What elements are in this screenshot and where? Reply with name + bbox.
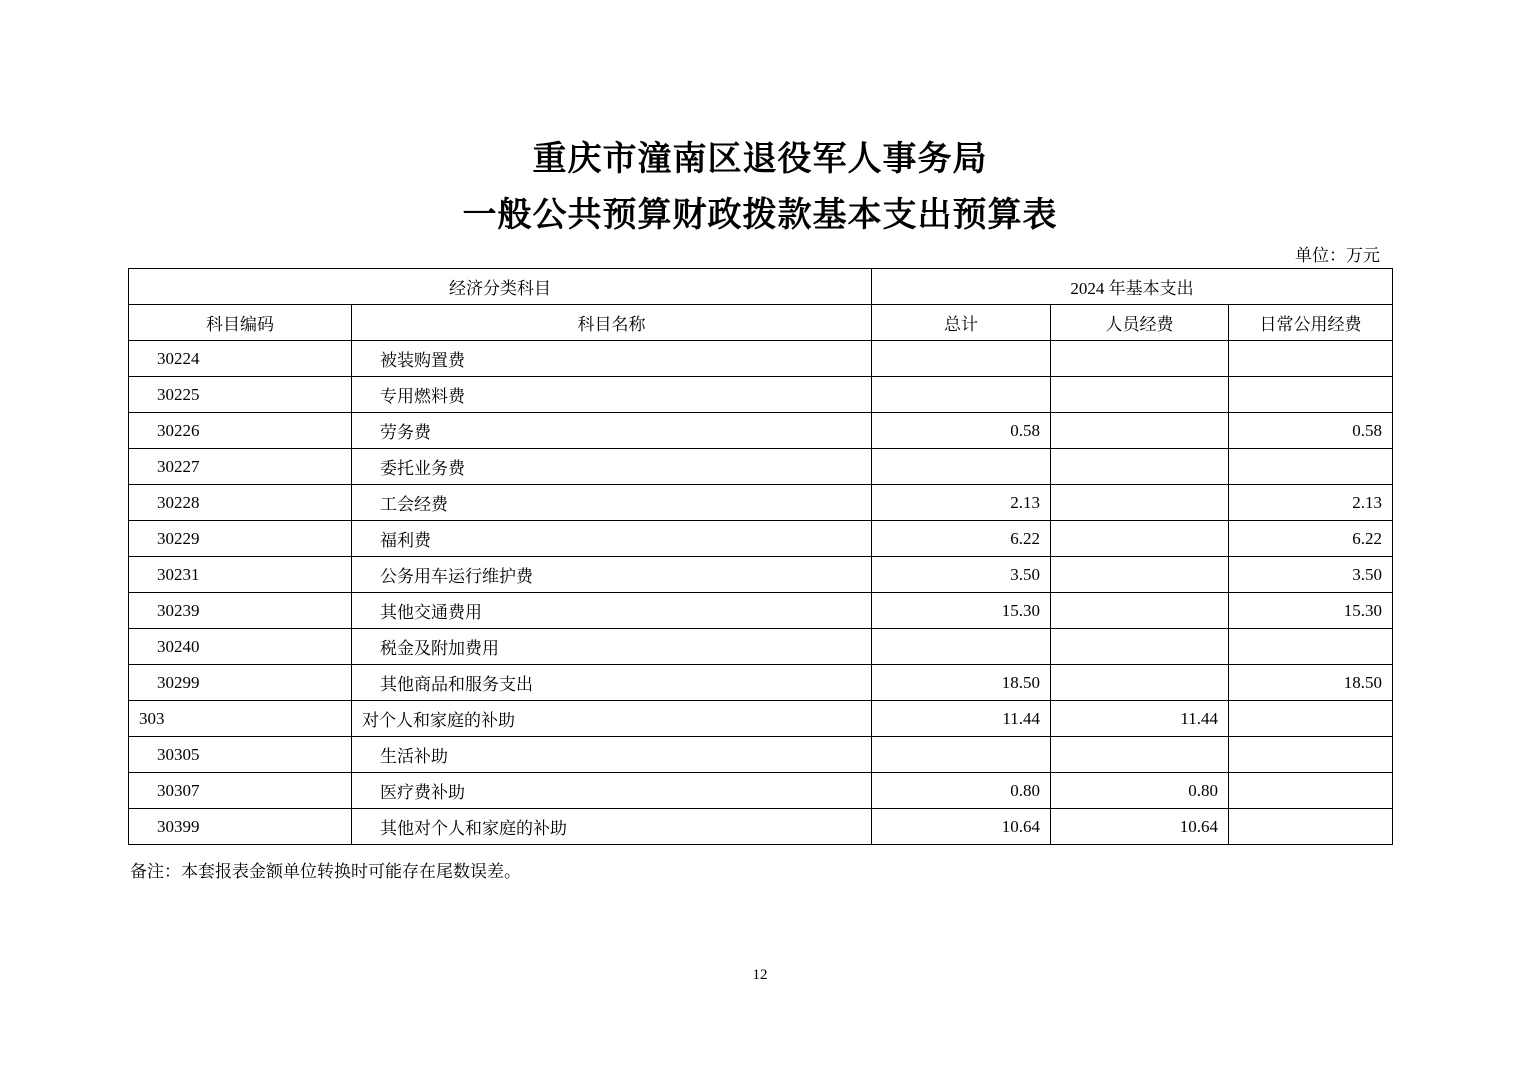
table-row — [129, 485, 1393, 521]
cell-code: 30229 — [129, 521, 352, 557]
cell-name: 劳务费 — [352, 413, 872, 449]
cell-code: 30239 — [129, 593, 352, 629]
page-number: 12 — [752, 967, 768, 983]
column-header-personnel: 人员经费 — [1051, 305, 1229, 341]
table-row — [129, 737, 1393, 773]
cell-total: 0.80 — [872, 773, 1051, 809]
cell-public — [1229, 377, 1393, 413]
cell-name: 对个人和家庭的补助 — [352, 701, 872, 737]
cell-name: 医疗费补助 — [352, 773, 872, 809]
cell-personnel: 0.80 — [1051, 773, 1229, 809]
cell-code: 30225 — [129, 377, 352, 413]
cell-public: 6.22 — [1229, 521, 1393, 557]
cell-code: 303 — [129, 701, 352, 737]
cell-public: 18.50 — [1229, 665, 1393, 701]
table-row — [129, 809, 1393, 845]
document-title-line1: 重庆市潼南区退役军人事务局 — [532, 141, 988, 178]
cell-total: 18.50 — [872, 665, 1051, 701]
cell-code: 30307 — [129, 773, 352, 809]
cell-public — [1229, 629, 1393, 665]
cell-code: 30226 — [129, 413, 352, 449]
cell-name: 委托业务费 — [352, 449, 872, 485]
cell-total — [872, 629, 1051, 665]
column-header-name: 科目名称 — [352, 305, 872, 341]
column-header-row — [129, 305, 1393, 341]
cell-personnel — [1051, 377, 1229, 413]
budget-table — [128, 268, 1393, 845]
cell-public — [1229, 449, 1393, 485]
cell-name: 税金及附加费用 — [352, 629, 872, 665]
cell-name: 生活补助 — [352, 737, 872, 773]
cell-code: 30299 — [129, 665, 352, 701]
cell-public — [1229, 701, 1393, 737]
cell-code: 30224 — [129, 341, 352, 377]
cell-code: 30231 — [129, 557, 352, 593]
cell-code: 30305 — [129, 737, 352, 773]
cell-public: 15.30 — [1229, 593, 1393, 629]
cell-public — [1229, 737, 1393, 773]
cell-total — [872, 341, 1051, 377]
table-row — [129, 773, 1393, 809]
cell-code: 30228 — [129, 485, 352, 521]
table-row — [129, 341, 1393, 377]
group-header-economic-class: 经济分类科目 — [129, 269, 872, 305]
cell-name: 其他对个人和家庭的补助 — [352, 809, 872, 845]
cell-total — [872, 737, 1051, 773]
cell-personnel — [1051, 629, 1229, 665]
cell-public — [1229, 773, 1393, 809]
cell-name: 专用燃料费 — [352, 377, 872, 413]
column-header-total: 总计 — [872, 305, 1051, 341]
cell-personnel: 11.44 — [1051, 701, 1229, 737]
cell-total: 11.44 — [872, 701, 1051, 737]
cell-total: 2.13 — [872, 485, 1051, 521]
cell-personnel — [1051, 341, 1229, 377]
cell-personnel — [1051, 737, 1229, 773]
cell-public — [1229, 341, 1393, 377]
cell-personnel — [1051, 485, 1229, 521]
table-row — [129, 665, 1393, 701]
table-row — [129, 629, 1393, 665]
cell-personnel — [1051, 557, 1229, 593]
table-row — [129, 377, 1393, 413]
cell-code: 30399 — [129, 809, 352, 845]
cell-public: 2.13 — [1229, 485, 1393, 521]
table-row — [129, 701, 1393, 737]
cell-name: 被装购置费 — [352, 341, 872, 377]
document-title-line2: 一般公共预算财政拨款基本支出预算表 — [462, 197, 1058, 234]
table-row — [129, 521, 1393, 557]
cell-total: 0.58 — [872, 413, 1051, 449]
table-row — [129, 593, 1393, 629]
cell-total: 15.30 — [872, 593, 1051, 629]
cell-personnel — [1051, 413, 1229, 449]
cell-public — [1229, 809, 1393, 845]
cell-name: 其他交通费用 — [352, 593, 872, 629]
group-header-row — [129, 269, 1393, 305]
cell-personnel — [1051, 593, 1229, 629]
table-row — [129, 557, 1393, 593]
table-row — [129, 449, 1393, 485]
column-header-code: 科目编码 — [129, 305, 352, 341]
cell-personnel: 10.64 — [1051, 809, 1229, 845]
unit-label: 单位：万元 — [1295, 246, 1380, 265]
cell-total — [872, 449, 1051, 485]
table-row — [129, 413, 1393, 449]
cell-public: 0.58 — [1229, 413, 1393, 449]
cell-name: 福利费 — [352, 521, 872, 557]
column-header-public: 日常公用经费 — [1229, 305, 1393, 341]
cell-personnel — [1051, 521, 1229, 557]
footnote: 备注：本套报表金额单位转换时可能存在尾数误差。 — [130, 862, 521, 881]
cell-total: 10.64 — [872, 809, 1051, 845]
cell-code: 30227 — [129, 449, 352, 485]
cell-name: 工会经费 — [352, 485, 872, 521]
cell-total — [872, 377, 1051, 413]
cell-name: 其他商品和服务支出 — [352, 665, 872, 701]
cell-public: 3.50 — [1229, 557, 1393, 593]
cell-name: 公务用车运行维护费 — [352, 557, 872, 593]
group-header-basic-expenditure: 2024 年基本支出 — [872, 269, 1393, 305]
cell-total: 6.22 — [872, 521, 1051, 557]
cell-total: 3.50 — [872, 557, 1051, 593]
cell-code: 30240 — [129, 629, 352, 665]
table-body — [129, 341, 1393, 845]
cell-personnel — [1051, 665, 1229, 701]
cell-personnel — [1051, 449, 1229, 485]
